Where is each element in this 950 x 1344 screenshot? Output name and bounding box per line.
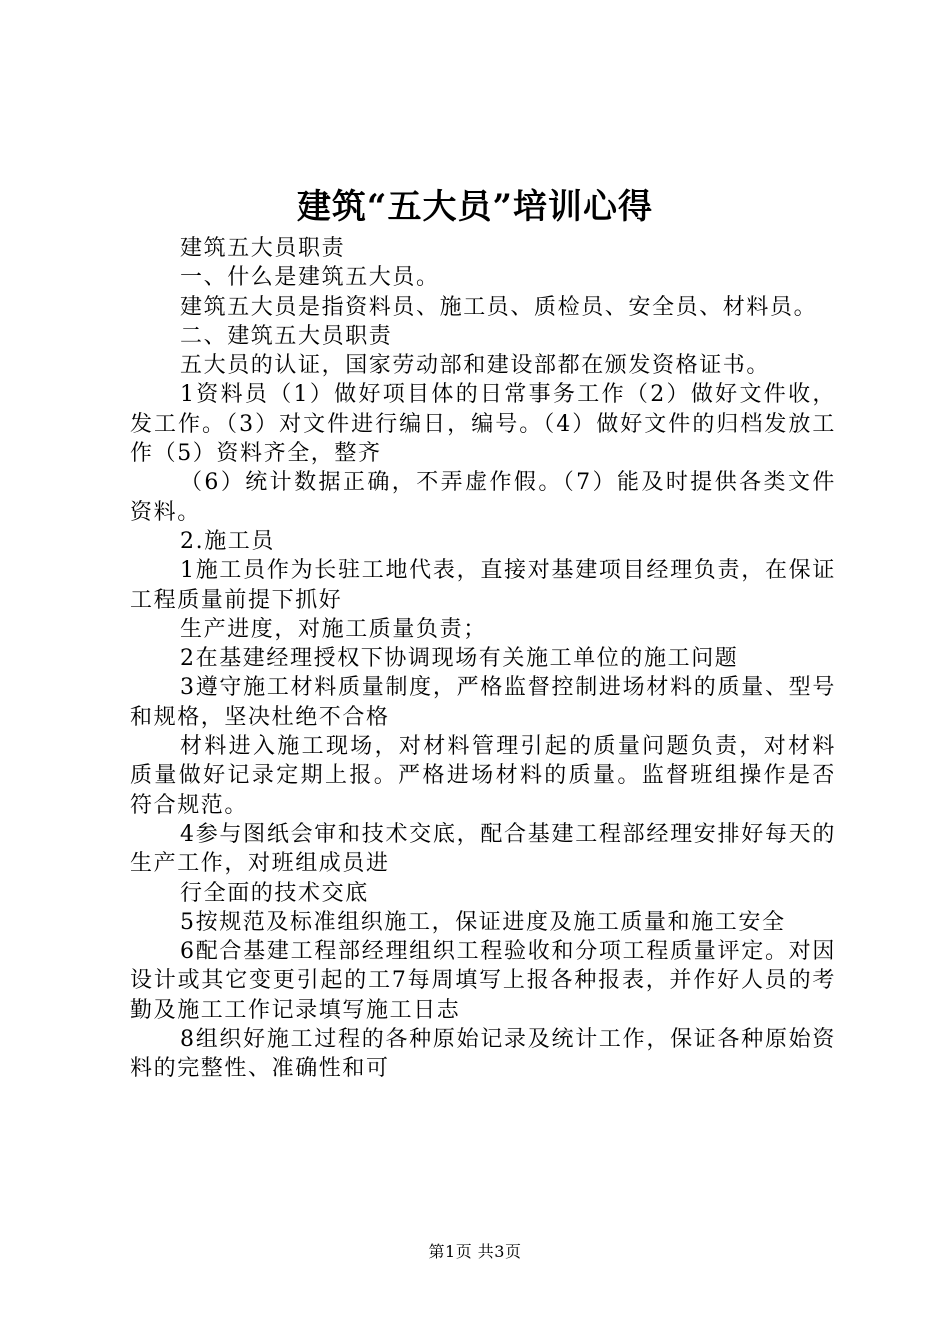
paragraph: 5按规范及标准组织施工，保证进度及施工质量和施工安全 [180,909,786,935]
paragraph: 一、什么是建筑五大员。 [180,265,440,291]
paragraph: 行全面的技术交底 [180,880,369,906]
paragraph: 材料进入施工现场，对材料管理引起的质量问题负责，对材料质量做好记录定期上报。严格进场材料的质量。监督班组操作是否符合规范。 [130,734,836,818]
paragraph: 2在基建经理授权下协调现场有关施工单位的施工问题 [180,646,739,672]
paragraph: 建筑五大员职责 [180,236,346,261]
paragraph: 1施工员作为长驻工地代表，直接对基建项目经理负责，在保证工程质量前提下抓好 [130,558,836,613]
paragraph: 2.施工员 [180,528,275,554]
paragraph: 8组织好施工过程的各种原始记录及统计工作，保证各种原始资料的完整性、准确性和可 [130,1027,836,1082]
document-title: 建筑“五大员”培训心得 [296,187,654,227]
paragraph: 五大员的认证，国家劳动部和建设部都在颁发资格证书。 [180,353,771,379]
paragraph: 3遵守施工材料质量制度，严格监督控制进场材料的质量、型号和规格，坚决杜绝不合格 [130,675,836,730]
paragraph: （6）统计数据正确，不弄虚作假。（7）能及时提供各类文件资料。 [130,470,836,525]
paragraph: 1资料员（1）做好项目体的日常事务工作（2）做好文件收，发工作。（3）对文件进行编日，编号。（4）做好文件的归档发放工作（5）资料齐全，整齐 [130,382,836,467]
paragraph: 二、建筑五大员职责 [180,323,393,349]
page-footer: 第1页 共3页 [428,1242,522,1261]
document-body [130,234,836,1084]
paragraph: 生产进度，对施工质量负责； [180,616,487,642]
paragraph: 4参与图纸会审和技术交底，配合基建工程部经理安排好每天的生产工作，对班组成员进 [130,821,836,877]
paragraph: 建筑五大员是指资料员、施工员、质检员、安全员、材料员。 [180,294,818,320]
paragraph: 6配合基建工程部经理组织工程验收和分项工程质量评定。对因设计或其它变更引起的工7每周填写上报各种报表，并作好人员的考勤及施工工作记录填写施工日志 [130,939,836,1023]
